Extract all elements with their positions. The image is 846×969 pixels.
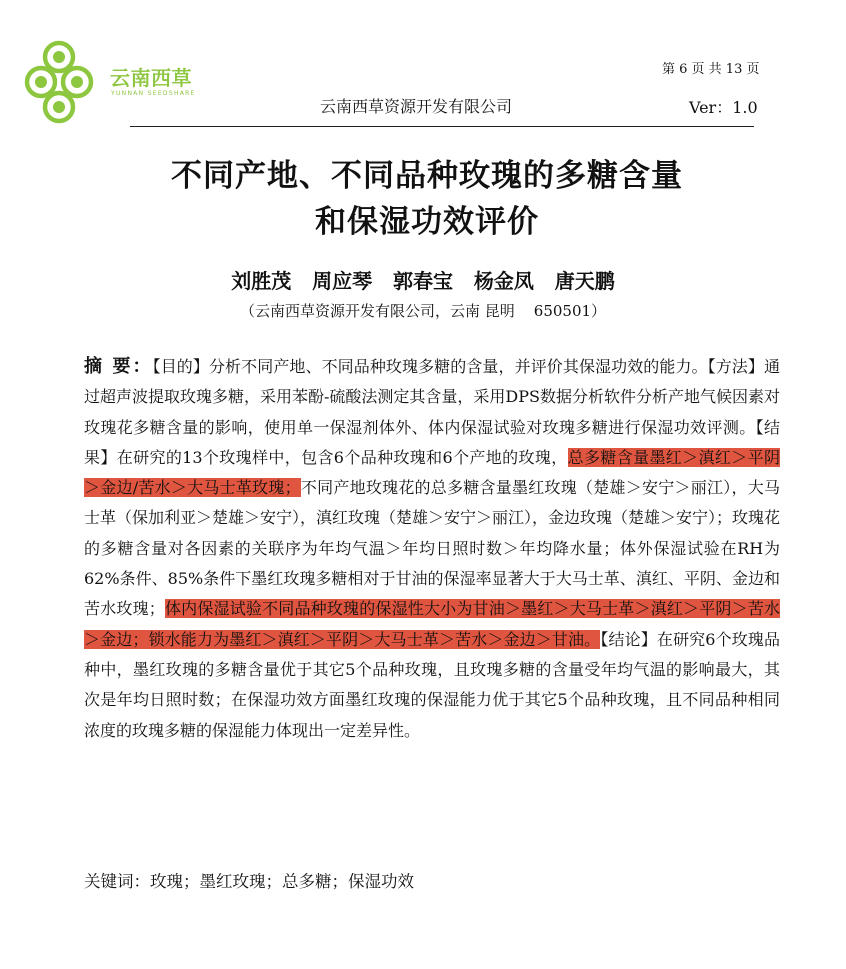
abstract-text-part1: 【目的】分析不同产地、不同品种玫瑰多糖的含量，并评价其保湿功效的能力。【方法】通过超声波提取玫瑰多糖，采用苯酚-硫酸法测定其含量，采用DPS数据分析软件分析产地气候因素对玫瑰花多糖含量的影响，使用单一保湿剂体外、体内保湿试验对玫瑰多糖进行保湿功效评测。【结果】在研究的13个玫瑰样中，包含6个品种玫瑰和6个产地的玫瑰， bbox=[84, 357, 780, 467]
paper-title-line2: 和保湿功效评价 bbox=[315, 204, 539, 240]
clover-logo-icon bbox=[24, 38, 94, 130]
keywords: 关键词：玫瑰；墨红玫瑰；总多糖；保湿功效 bbox=[84, 872, 414, 891]
abstract-text-part3: 【结论】在研究6个玫瑰品种中，墨红玫瑰的多糖含量优于其它5个品种玫瑰，且玫瑰多糖的含量受年均气温的影响最大，其次是年均日照时数；在保湿功效方面墨红玫瑰的保湿能力优于其它5个品种玫瑰，且不同品种相同浓度的玫瑰多糖的保湿能力体现出一定差异性。 bbox=[84, 629, 780, 740]
page-number: 第 6 页 共 13 页 bbox=[662, 62, 760, 77]
company-logo bbox=[24, 38, 194, 130]
highlighted-result-2: 体内保湿试验不同品种玫瑰的保湿性大小为甘油＞墨红＞大马士革＞滇红＞平阴＞苦水＞金边；锁水能力为墨红＞滇红＞平阴＞大马士革＞苦水＞金边＞甘油。 bbox=[84, 599, 780, 649]
abstract-label: 摘 要： bbox=[84, 356, 153, 377]
header-version: Ver：1.0 bbox=[689, 98, 758, 117]
abstract-text-part2: 不同产地玫瑰花的总多糖含量墨红玫瑰（楚雄＞安宁＞丽江），大马士革（保加利亚＞楚雄＞安宁），滇红玫瑰（楚雄＞安宁＞丽江），金边玫瑰（楚雄＞安宁）；玫瑰花的多糖含量对各因素的关联序为年均气温＞年均日照时数＞年均降水量；体外保湿试验在RH为62%条件、85%条件下墨红玫瑰多糖相对于甘油的保湿率显著大于大马士革、滇红、平阴、金边和苦水玫瑰； bbox=[84, 478, 781, 619]
header-divider bbox=[130, 126, 754, 127]
abstract bbox=[84, 352, 780, 746]
author-list: 刘胜茂 周应琴 郭春宝 杨金凤 唐天鹏 bbox=[231, 269, 615, 293]
header-organization: 云南西草资源开发有限公司 bbox=[320, 97, 513, 116]
paper-title-line1: 不同产地、不同品种玫瑰的多糖含量 bbox=[171, 158, 683, 194]
brand-name-cn: 云南西草 bbox=[110, 66, 192, 90]
brand-name-en: YUNNAN SEEDSHARE bbox=[111, 90, 196, 97]
highlighted-result-1: 总多糖含量墨红＞滇红＞平阴＞金边/苦水＞大马士革玫瑰； bbox=[84, 447, 780, 498]
affiliation: （云南西草资源开发有限公司，云南 昆明 650501） bbox=[239, 302, 607, 320]
